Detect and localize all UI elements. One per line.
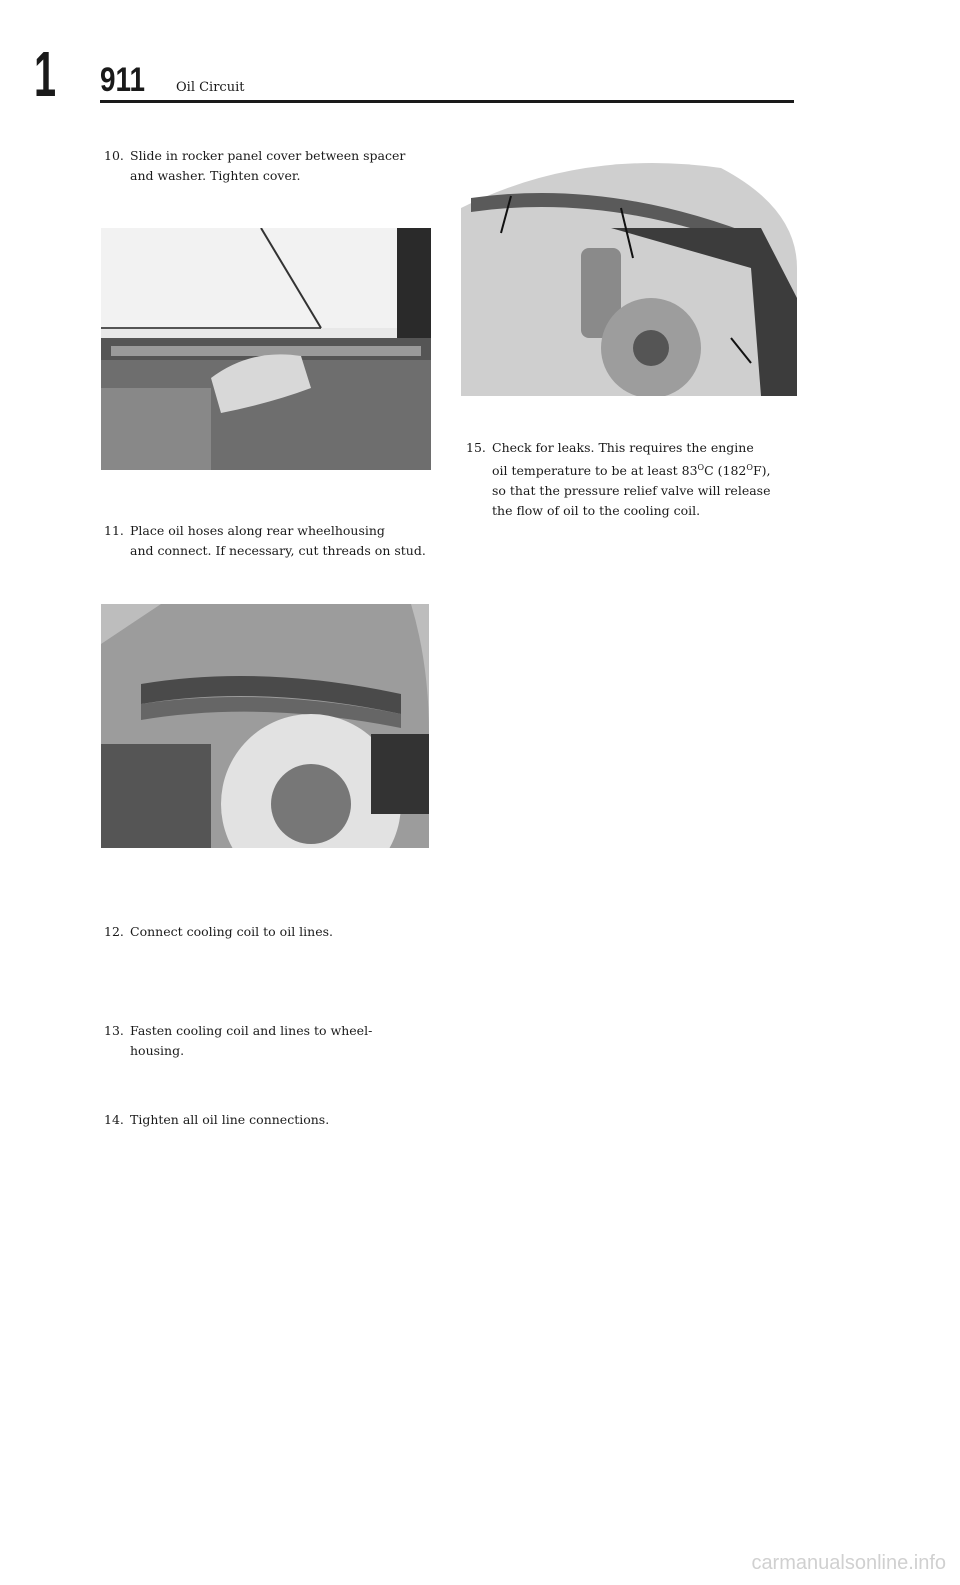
photo-cooling-coil [461,148,797,396]
step-text-temperature [466,458,771,481]
step-10 [104,146,405,186]
model-title: 911 [100,61,145,99]
step-text: Place oil hoses along rear wheelhousing [130,523,385,538]
step-text: Check for leaks. This requires the engine [492,440,754,455]
step-text: Tighten all oil line connections. [130,1112,330,1127]
step-number: 11. [104,523,124,538]
step-15 [466,438,771,521]
chapter-number: 1 [34,38,57,110]
step-number: 12. [104,924,124,939]
step-12 [104,922,333,942]
step-13 [104,1021,372,1061]
step-11 [104,521,426,561]
step-text: F), [752,463,771,479]
step-number: 10. [104,148,124,163]
degree-mark: O [746,463,753,472]
header-rule [100,100,794,103]
step-text: Connect cooling coil to oil lines. [130,924,334,939]
step-text: housing. [130,1043,185,1058]
step-text: oil temperature to be at least 83 [492,463,698,479]
watermark: carmanualsonline.info [751,1552,946,1574]
section-title: Oil Circuit [176,80,245,95]
photo-rocker-panel [101,228,431,470]
step-number: 14. [104,1112,124,1127]
degree-mark: O [697,463,705,472]
step-text: Fasten cooling coil and lines to wheel- [130,1023,373,1038]
step-text: and connect. If necessary, cut threads on stud. [130,543,426,558]
step-text: Slide in rocker panel cover between spacer [130,148,406,163]
step-number: 15. [466,440,486,455]
step-text: so that the pressure relief valve will release [492,483,771,499]
step-text: the flow of oil to the cooling coil. [492,503,701,519]
step-14 [104,1110,329,1130]
photo-oil-hoses-wheelhousing [101,604,429,848]
step-text: C (182 [704,463,747,479]
step-number: 13. [104,1023,124,1038]
step-text: and washer. Tighten cover. [130,168,301,183]
